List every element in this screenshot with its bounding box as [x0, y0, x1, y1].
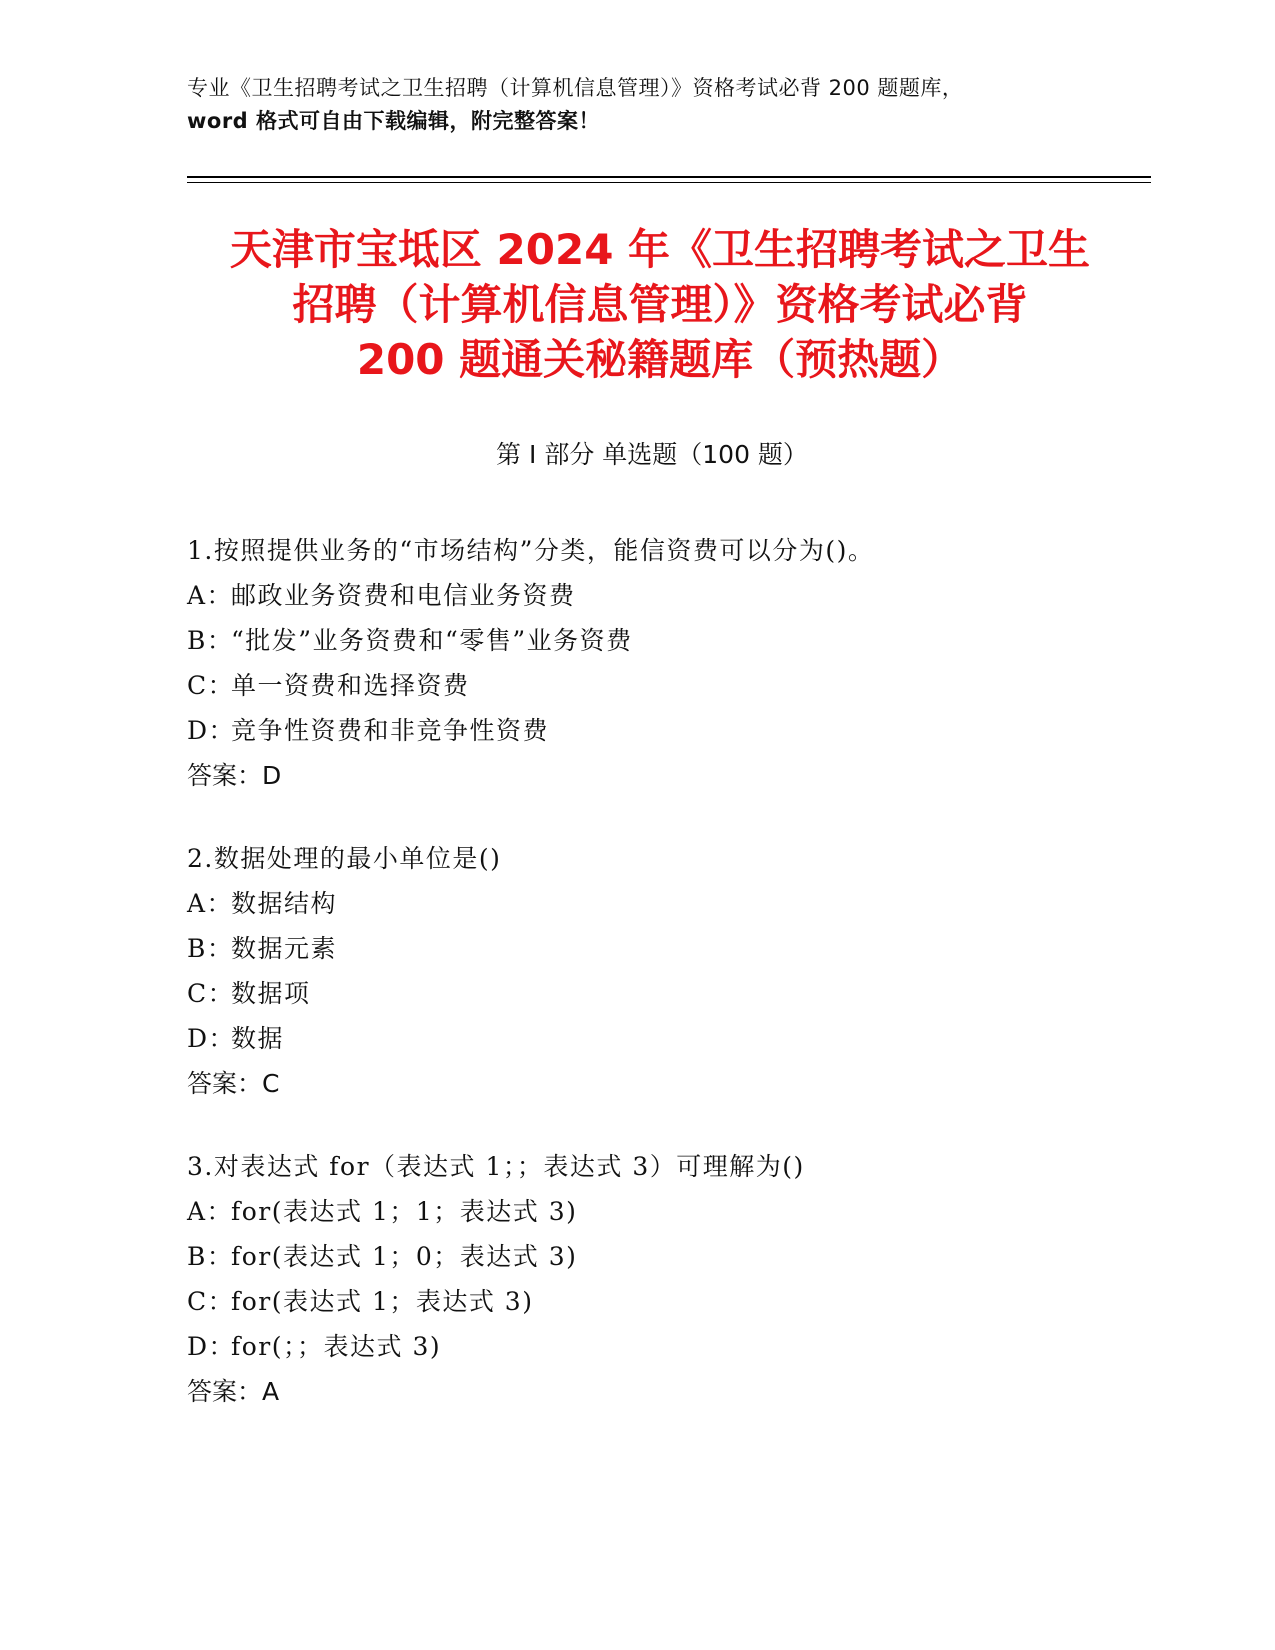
option-key: B：: [187, 626, 234, 655]
document-title-line-2: 招聘（计算机信息管理）》资格考试必背: [292, 280, 1028, 329]
option-c: [187, 663, 1127, 708]
option-text: for(表达式 1；0；表达式 3): [231, 1242, 578, 1271]
document-title-line-3: 200 题通关秘籍题库（预热题）: [356, 335, 964, 384]
question-stem: 1.按照提供业务的“市场结构”分类，能信资费可以分为()。: [187, 536, 875, 565]
question-item: [187, 1144, 1127, 1414]
question-item: [187, 528, 1127, 798]
option-text: for(表达式 1；1；表达式 3): [231, 1197, 578, 1226]
option-b: [187, 618, 1127, 663]
option-key: B：: [187, 1242, 234, 1271]
header-note-line-1: 专业《卫生招聘考试之卫生招聘（计算机信息管理）》资格考试必背 200 题题库，: [187, 76, 964, 100]
option-key: A：: [187, 889, 234, 918]
answer-line: 答案：D: [187, 761, 282, 790]
option-b: [187, 1234, 1127, 1279]
answer-line: 答案：A: [187, 1377, 280, 1406]
option-a: [187, 1189, 1127, 1234]
question-list: [187, 528, 1127, 1452]
header-note: [187, 72, 1127, 138]
section-heading: 第 I 部分 单选题（100 题）: [496, 440, 808, 469]
option-key: C：: [187, 671, 235, 700]
document-title-line-1: 天津市宝坻区 2024 年《卫生招聘考试之卫生: [229, 225, 1091, 274]
option-key: C：: [187, 1287, 235, 1316]
option-text: 单一资费和选择资费: [231, 671, 470, 700]
option-text: 数据元素: [231, 934, 338, 963]
option-text: 数据结构: [231, 889, 338, 918]
option-text: 邮政业务资费和电信业务资费: [231, 581, 576, 610]
option-key: D：: [187, 716, 236, 745]
option-a: [187, 881, 1127, 926]
option-text: for(；；表达式 3): [231, 1332, 442, 1361]
option-d: [187, 708, 1127, 753]
document-title: [160, 222, 1160, 387]
header-rule-thin: [187, 182, 1151, 183]
answer-line: 答案：C: [187, 1069, 280, 1098]
option-a: [187, 573, 1127, 618]
header-note-line-2: word 格式可自由下载编辑，附完整答案！: [187, 109, 601, 133]
question-stem: 3.对表达式 for（表达式 1；；表达式 3）可理解为(): [187, 1152, 805, 1181]
header-rule-thick: [187, 176, 1151, 178]
question-item: [187, 836, 1127, 1106]
option-key: D：: [187, 1024, 236, 1053]
option-text: 数据项: [231, 979, 311, 1008]
option-key: A：: [187, 1197, 234, 1226]
question-stem: 2.数据处理的最小单位是(): [187, 844, 502, 873]
option-text: for(表达式 1；表达式 3): [231, 1287, 534, 1316]
option-c: [187, 1279, 1127, 1324]
option-text: 竞争性资费和非竞争性资费: [231, 716, 550, 745]
option-c: [187, 971, 1127, 1016]
option-key: A：: [187, 581, 234, 610]
option-text: 数据: [231, 1024, 285, 1053]
option-text: “批发”业务资费和“零售”业务资费: [231, 626, 633, 655]
option-key: C：: [187, 979, 235, 1008]
option-d: [187, 1016, 1127, 1061]
option-key: D：: [187, 1332, 236, 1361]
option-b: [187, 926, 1127, 971]
option-d: [187, 1324, 1127, 1369]
option-key: B：: [187, 934, 234, 963]
